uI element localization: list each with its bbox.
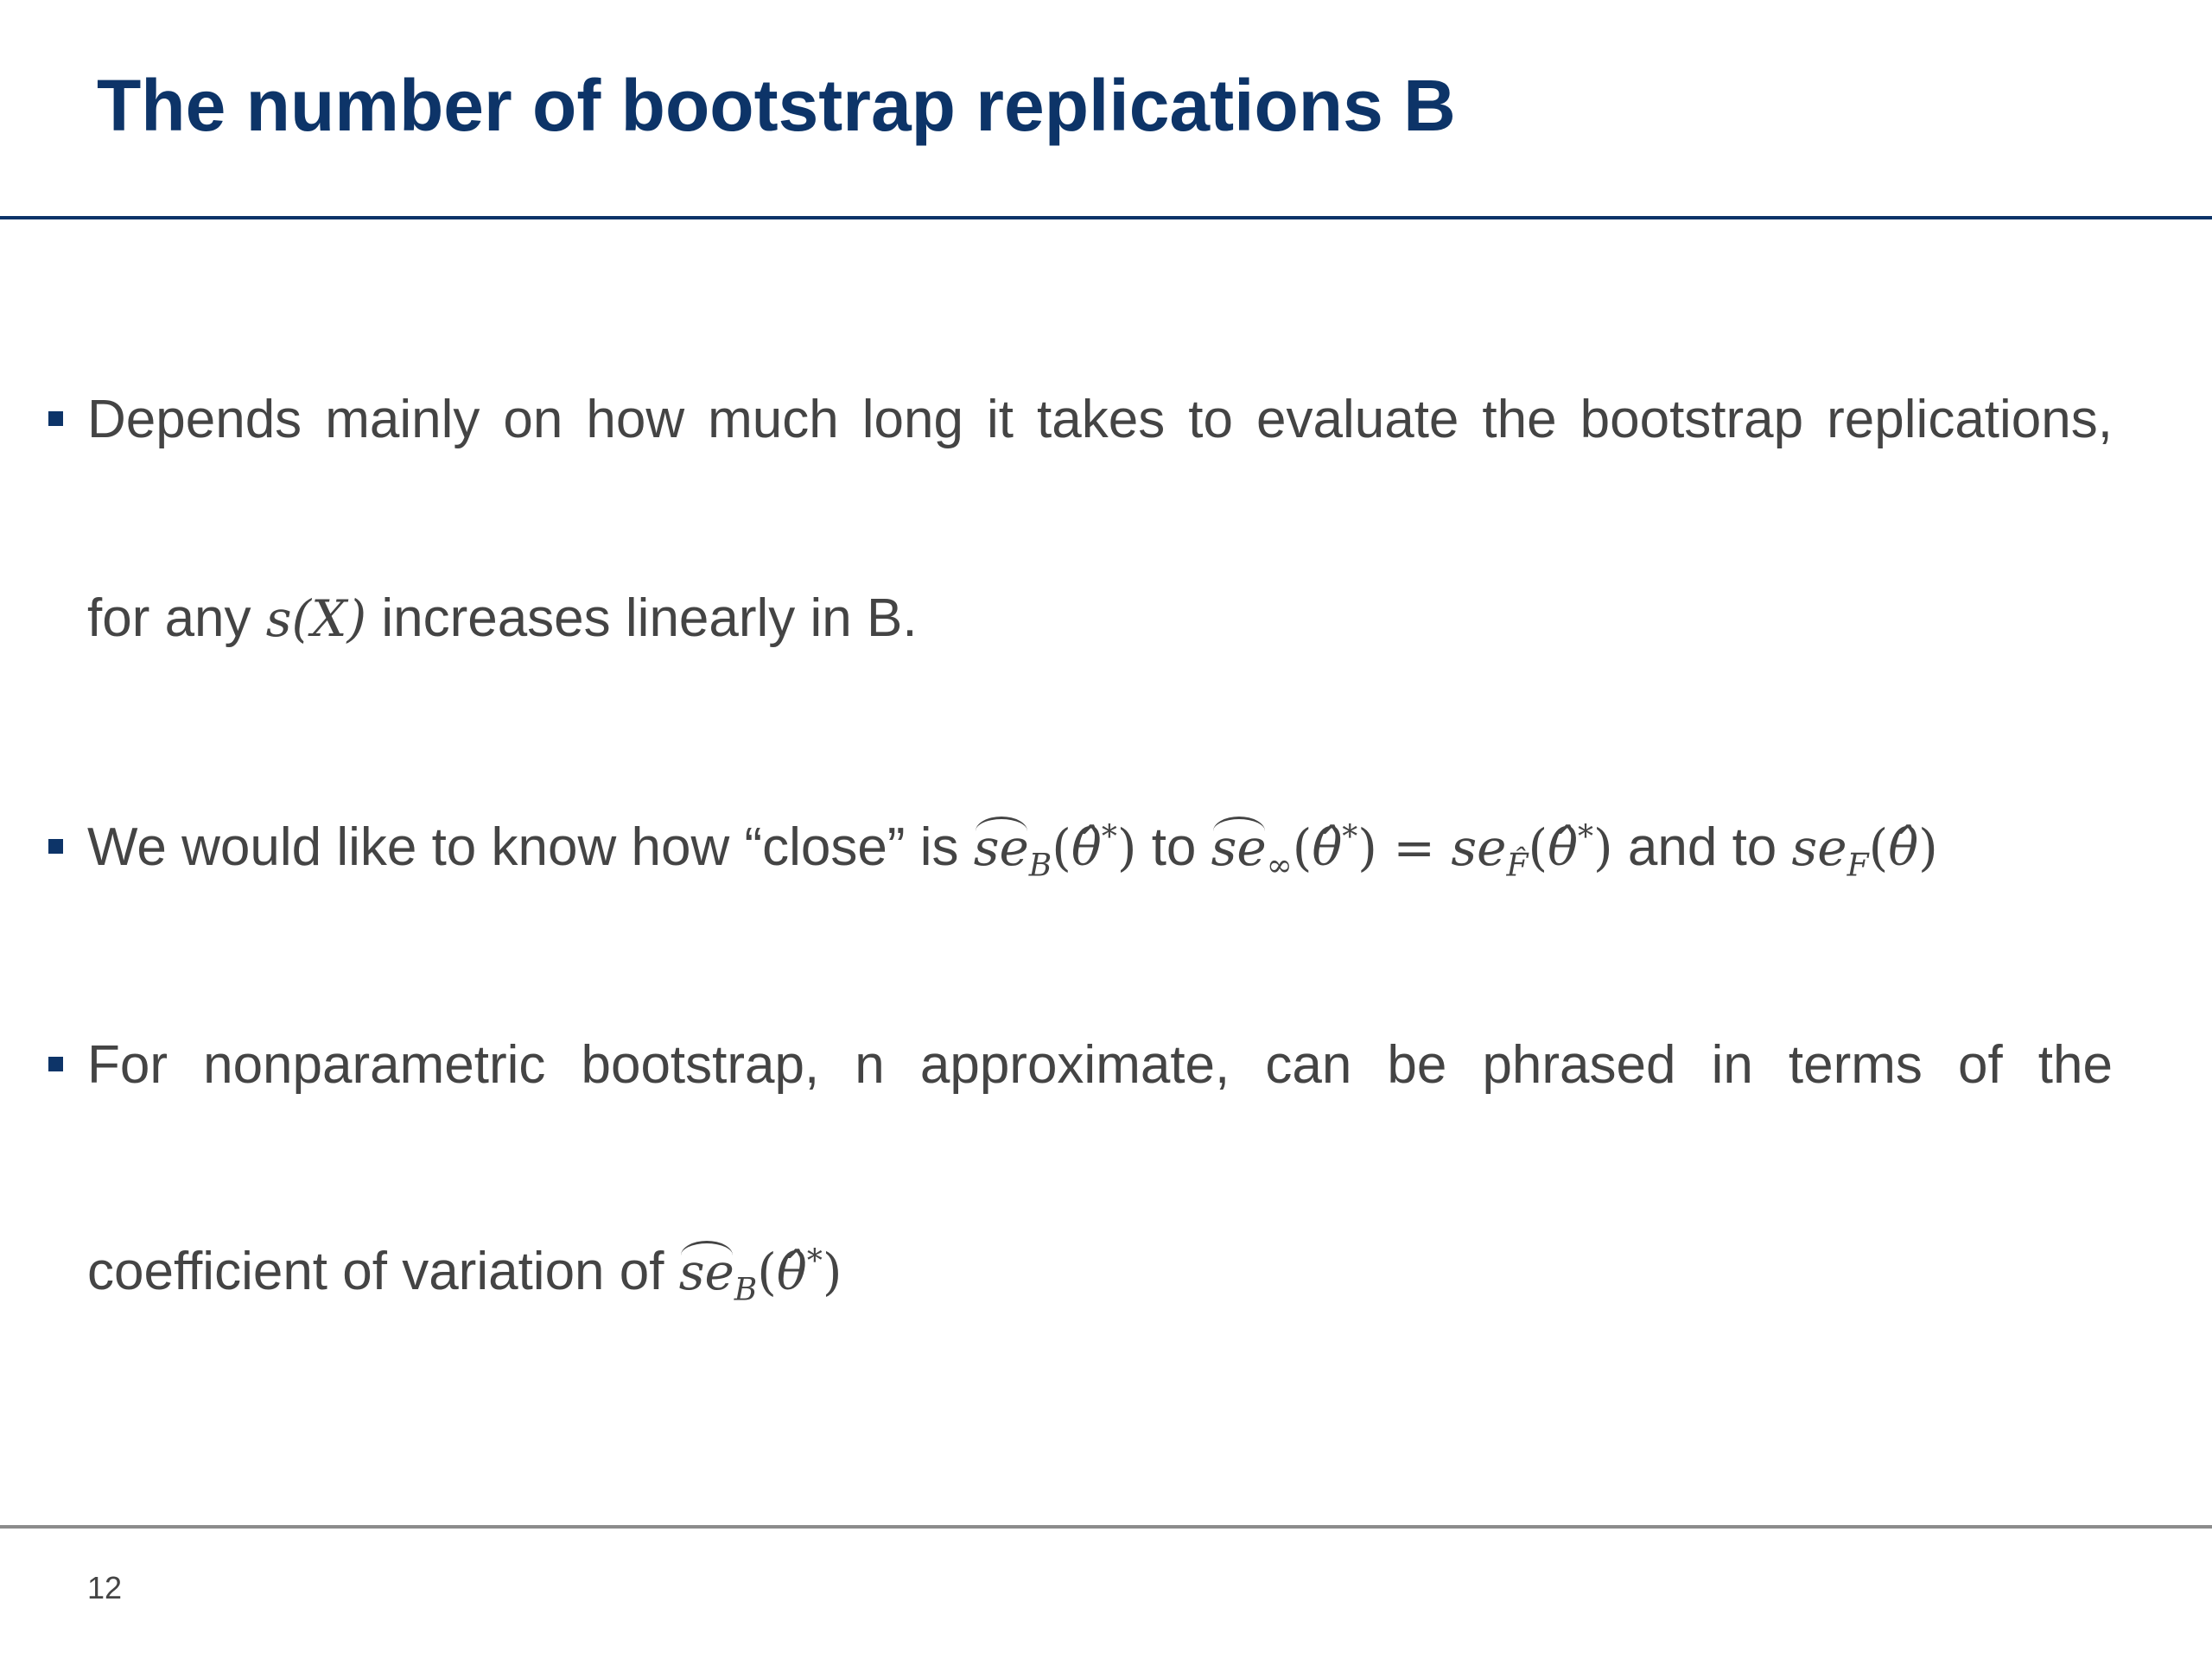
bullet-1-line-1: Depends mainly on how much long it takes to evaluate the bootstrap replications,: [87, 390, 2113, 449]
bullet-1-text-after: increases linearly in B.: [366, 588, 918, 648]
math-se-hat-b-theta-star: $se_B(\thetâ^*)$: [974, 818, 1137, 877]
math-s-of-x: s(X): [265, 589, 367, 648]
bullet-1-text-before: for any: [87, 588, 266, 648]
math-se-f-theta-hat: $se_F(\thetâ)$: [1791, 818, 1938, 884]
bullet-2-text-b: to: [1136, 817, 1211, 877]
slide-title: The number of bootstrap replications B: [97, 65, 1456, 146]
bullet-3-text: coefficient of variation of: [87, 1242, 679, 1301]
bullet-3-line-1: For nonparametric bootstrap, n approximate, can be phrased in terms of the: [87, 1035, 2113, 1095]
footer-divider: [0, 1525, 2212, 1529]
bullet-marker-1: [48, 411, 63, 426]
bullet-2-line-1: [87, 813, 1938, 882]
page-number: 12: [87, 1570, 123, 1605]
title-divider: [0, 216, 2212, 219]
bullet-3-line-2: [87, 1237, 842, 1306]
math-se-hat-inf-equals-se-fhat: $se_\infty(\thetâ^*)$ = $se_{F̂}(\thetâ^*)$: [1211, 818, 1613, 877]
bullet-2-text-a: We would like to know how “close” is: [87, 817, 974, 877]
bullet-marker-2: [48, 839, 63, 854]
bullet-1-line-2: [87, 584, 918, 653]
math-se-hat-b-theta-star-2: $se_B(\thetâ^*)$: [679, 1243, 842, 1301]
bullet-marker-3: [48, 1057, 63, 1071]
bullet-2-text-c: and to: [1612, 817, 1792, 877]
